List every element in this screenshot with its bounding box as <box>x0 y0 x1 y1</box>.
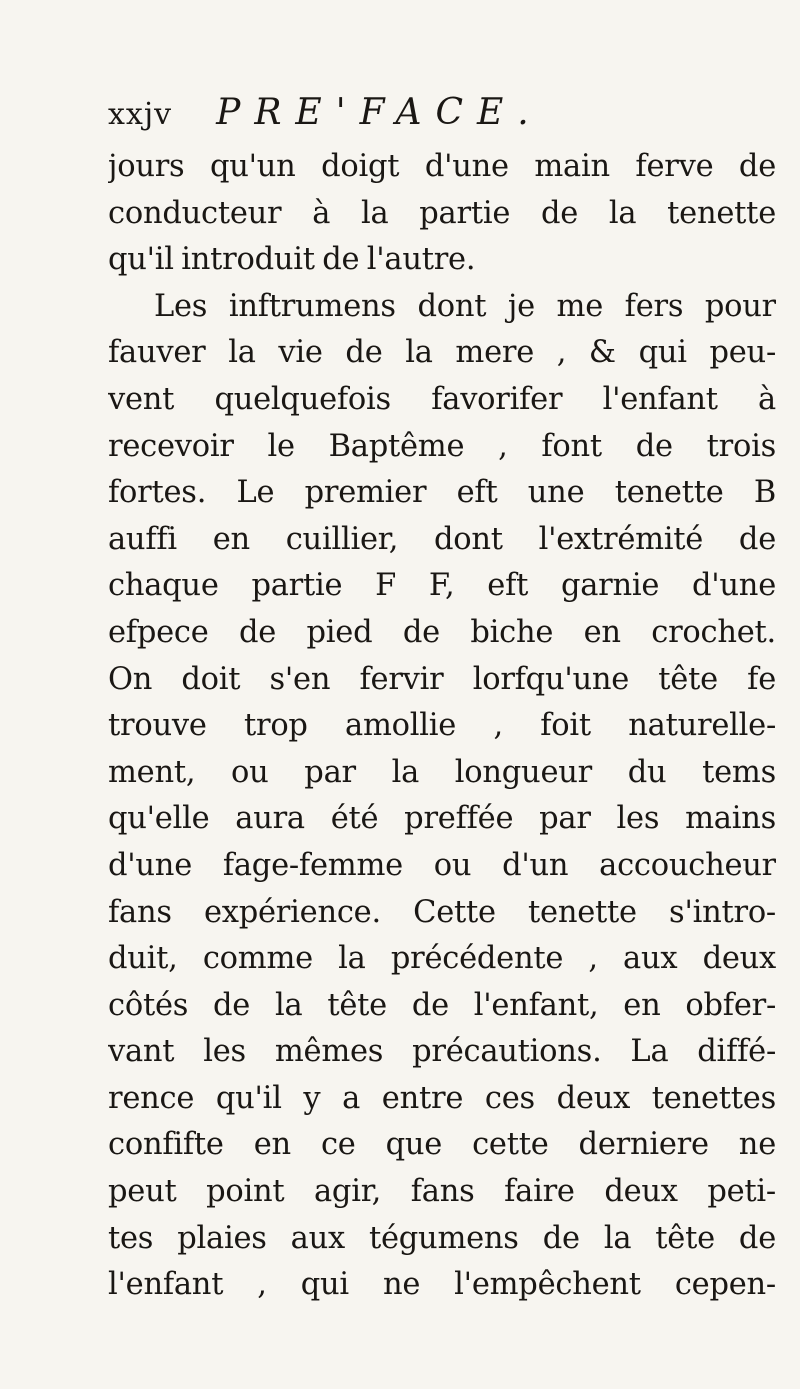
body-text <box>108 144 776 1309</box>
page-header <box>108 92 768 142</box>
text-line: confifte en ce que cette derniere ne <box>108 1127 776 1163</box>
text-line: peut point agir, fans faire deux peti- <box>108 1174 776 1210</box>
text-line: chaque partie F F, eft garnie d'une <box>108 568 776 604</box>
text-line: recevoir le Baptême , font de trois <box>108 428 776 464</box>
text-line: trouve trop amollie , foit naturelle- <box>108 708 776 744</box>
text-line: On doit s'en fervir lorfqu'une tête fe <box>108 661 776 697</box>
text-line: vant les mêmes précautions. La diffé- <box>108 1034 776 1070</box>
text-line: duit, comme la précédente , aux deux <box>108 941 776 977</box>
text-line: l'enfant , qui ne l'empêchent cepen- <box>108 1267 776 1303</box>
text-line: auffi en cuillier, dont l'extrémité de <box>108 521 776 557</box>
text-line: côtés de la tête de l'enfant, en obfer- <box>108 987 776 1023</box>
running-head: PRE'FACE. <box>216 92 543 133</box>
text-line: fortes. Le premier eft une tenette B <box>108 475 776 511</box>
text-line: Les inftrumens dont je me fers pour <box>154 288 776 324</box>
text-line: vent quelquefois favorifer l'enfant à <box>108 381 776 417</box>
text-line: rence qu'il y a entre ces deux tenettes <box>108 1080 776 1116</box>
text-line: fauver la vie de la mere , & qui peu- <box>108 335 776 371</box>
text-line: qu'il introduit de l'autre. <box>108 242 476 278</box>
text-line: efpece de pied de biche en crochet. <box>108 614 776 650</box>
text-line: d'une fage-femme ou d'un accoucheur <box>108 847 776 883</box>
text-line: conducteur à la partie de la tenette <box>108 195 776 231</box>
text-line: jours qu'un doigt d'une main ferve de <box>108 149 776 184</box>
text-line: fans expérience. Cette tenette s'intro- <box>108 894 776 930</box>
page-number: xxjv <box>108 97 173 132</box>
text-line: qu'elle aura été preffée par les mains <box>108 801 776 837</box>
text-line: tes plaies aux tégumens de la tête de <box>108 1220 776 1256</box>
text-line: ment, ou par la longueur du tems <box>108 754 776 790</box>
